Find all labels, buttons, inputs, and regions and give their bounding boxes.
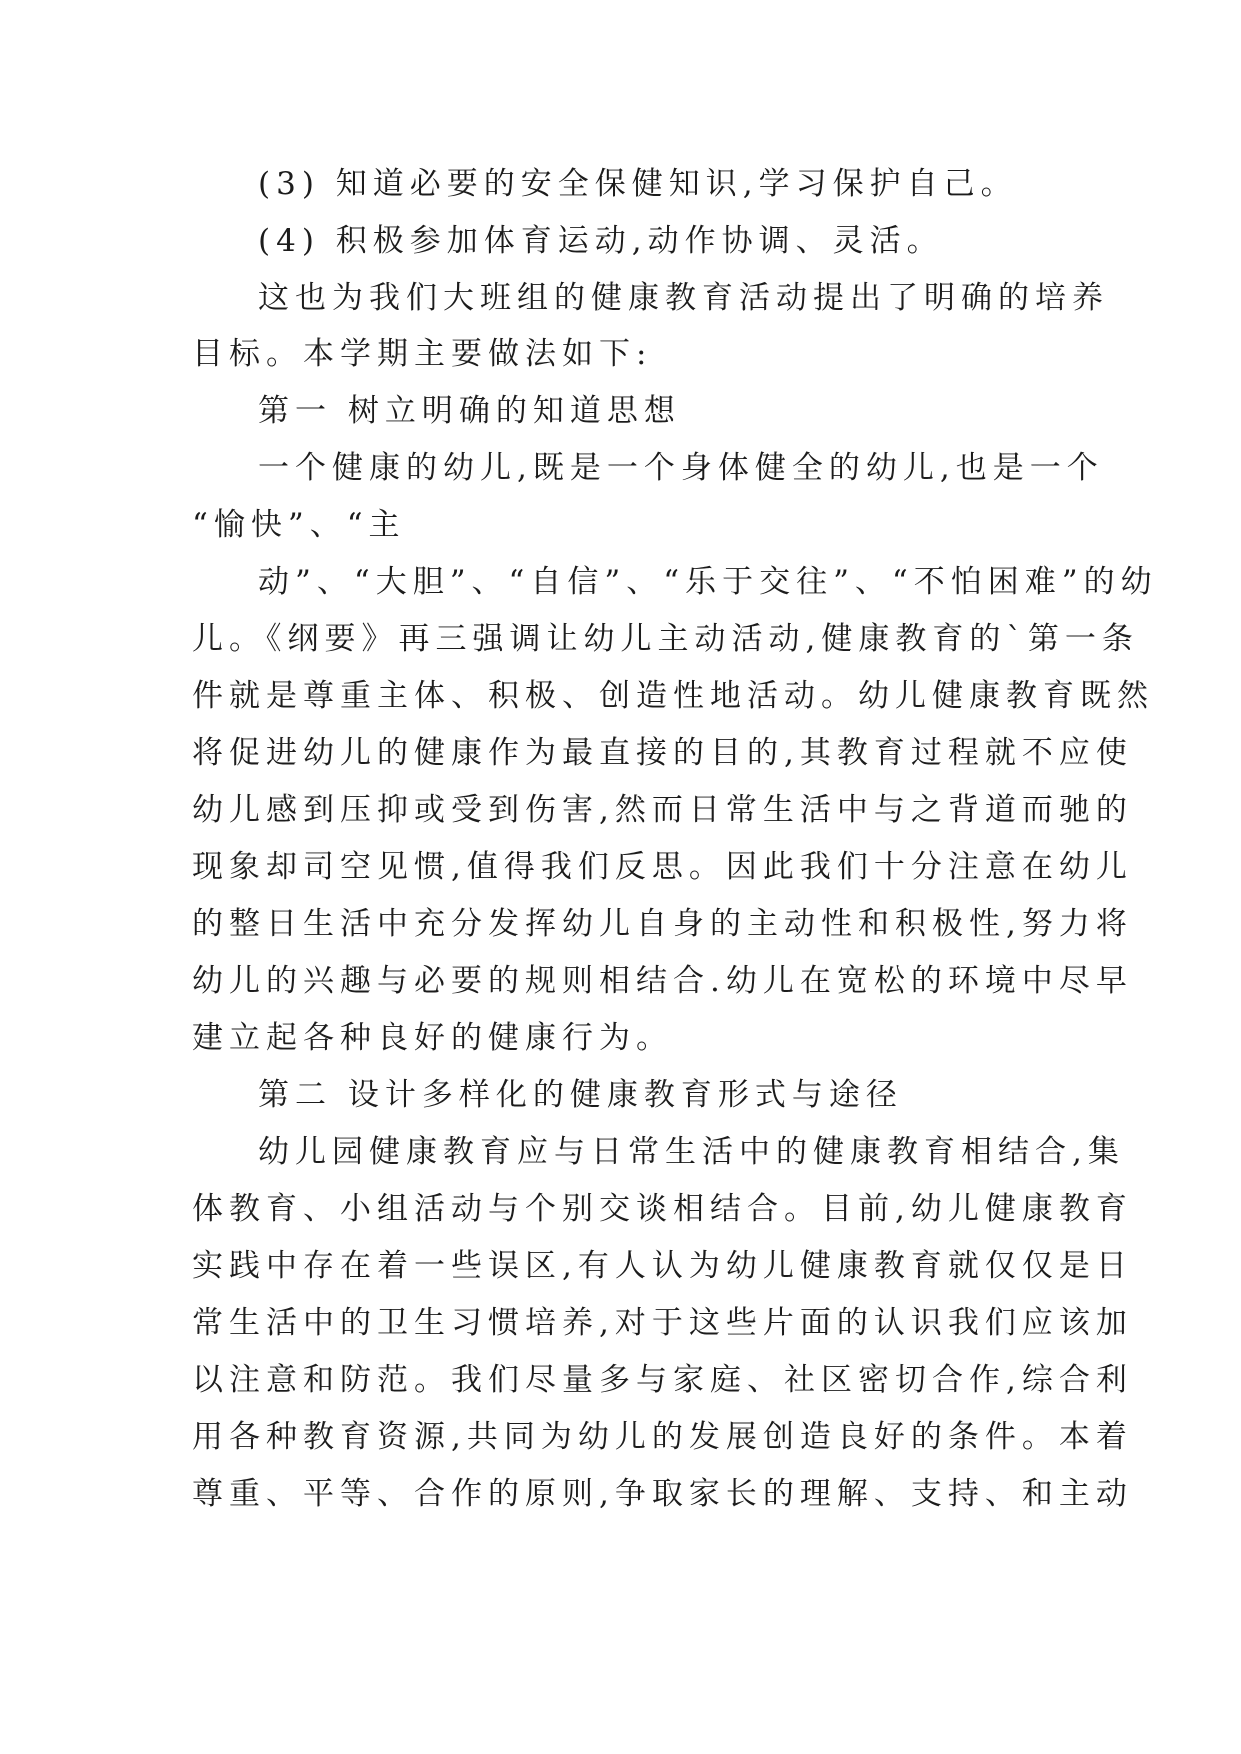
paragraph-line: 件就是尊重主体、积极、创造性地活动。幼儿健康教育既然 — [192, 678, 1154, 714]
paragraph-line: 体教育、小组活动与个别交谈相结合。目前,幼儿健康教育 — [192, 1191, 1133, 1227]
paragraph-line: 将促进幼儿的健康作为最直接的目的,其教育过程就不应使 — [192, 735, 1133, 771]
paragraph-line: 建立起各种良好的健康行为。 — [192, 1020, 673, 1056]
paragraph-line: “愉快”、“主 — [192, 507, 406, 543]
paragraph-line: 现象却司空见惯,值得我们反思。因此我们十分注意在幼儿 — [192, 849, 1133, 885]
paragraph-line: 一个健康的幼儿,既是一个身体健全的幼儿,也是一个 — [258, 450, 1104, 486]
paragraph-line: 常生活中的卫生习惯培养,对于这些片面的认识我们应该加 — [192, 1305, 1133, 1341]
paragraph-line: 实践中存在着一些误区,有人认为幼儿健康教育就仅仅是日 — [192, 1248, 1133, 1284]
paragraph-line: 儿。《纲要》再三强调让幼儿主动活动,健康教育的`第一条 — [192, 621, 1139, 657]
paragraph-line: 动”、“大胆”、“自信”、“乐于交往”、“不怕困难”的幼 — [258, 564, 1158, 600]
paragraph-line: 用各种教育资源,共同为幼儿的发展创造良好的条件。本着 — [192, 1419, 1133, 1455]
paragraph-line: 幼儿园健康教育应与日常生活中的健康教育相结合,集 — [258, 1134, 1125, 1170]
paragraph-line: 幼儿的兴趣与必要的规则相结合.幼儿在宽松的环境中尽早 — [192, 963, 1133, 999]
list-item-3: (3) 知道必要的安全保健知识,学习保护自己。 — [258, 166, 1018, 202]
paragraph-line: 这也为我们大班组的健康教育活动提出了明确的培养 — [258, 280, 1109, 316]
paragraph-line: 幼儿感到压抑或受到伤害,然而日常生活中与之背道而驰的 — [192, 792, 1133, 828]
paragraph-line: 以注意和防范。我们尽量多与家庭、社区密切合作,综合利 — [192, 1362, 1133, 1398]
paragraph-line: 目标。本学期主要做法如下: — [192, 336, 653, 372]
section-heading-1: 第一 树立明确的知道思想 — [258, 393, 681, 429]
section-heading-2: 第二 设计多样化的健康教育形式与途径 — [258, 1077, 903, 1113]
paragraph-line: 尊重、平等、合作的原则,争取家长的理解、支持、和主动 — [192, 1476, 1133, 1512]
list-item-4: (4) 积极参加体育运动,动作协调、灵活。 — [258, 223, 944, 259]
paragraph-line: 的整日生活中充分发挥幼儿自身的主动性和积极性,努力将 — [192, 906, 1133, 942]
